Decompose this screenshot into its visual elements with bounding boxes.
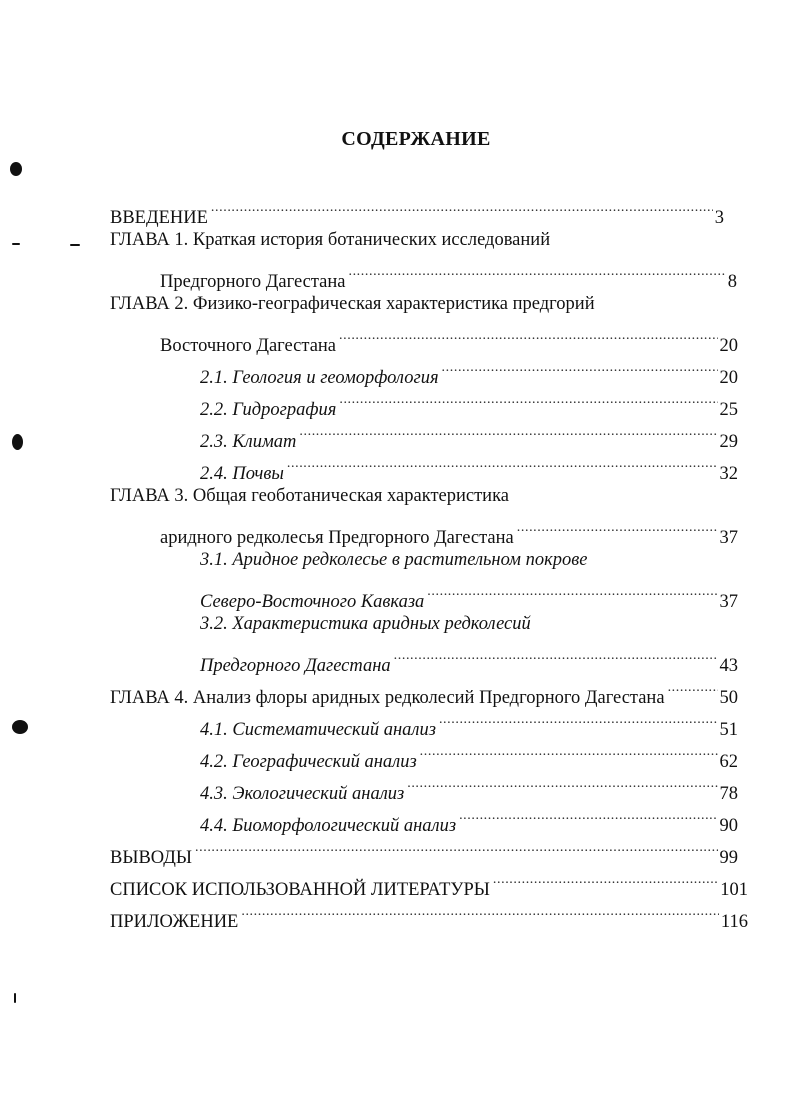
dot-leader — [493, 865, 718, 895]
entry-label: СПИСОК ИСПОЛЬЗОВАННОЙ ЛИТЕРАТУРЫ — [110, 880, 490, 900]
toc-entry-2-4[interactable] — [200, 449, 738, 484]
toc-entry-conclusions[interactable] — [110, 833, 738, 868]
dot-leader — [287, 449, 718, 479]
entry-label: Предгорного Дагестана — [160, 272, 346, 292]
entry-page: 116 — [720, 912, 748, 932]
toc-entry-introduction[interactable] — [110, 193, 724, 228]
entry-label: 4.1. Систематический анализ — [200, 720, 436, 740]
toc-entry-4-1[interactable] — [200, 705, 738, 740]
entry-label: Восточного Дагестана — [160, 336, 337, 356]
entry-page: 37 — [719, 528, 738, 548]
toc-entry-4-2[interactable] — [200, 737, 738, 772]
entry-page: 8 — [727, 272, 737, 292]
entry-label: ГЛАВА 2. Физико-географическая характеристика предгорий — [110, 294, 595, 314]
entry-page: 3 — [714, 208, 724, 228]
toc-entry-chapter-3[interactable] — [110, 481, 730, 511]
dot-leader — [442, 353, 718, 383]
dot-leader — [299, 417, 717, 447]
toc-entry-4-4[interactable] — [200, 801, 738, 836]
toc-entry-chapter-1[interactable] — [110, 225, 730, 255]
toc-entry-4-3[interactable] — [200, 769, 738, 804]
dot-leader — [459, 801, 717, 831]
entry-label: ГЛАВА 1. Краткая история ботанических исследований — [110, 230, 551, 250]
entry-page: 62 — [719, 752, 738, 772]
toc-entry-2-2[interactable] — [200, 385, 738, 420]
toc-title: СОДЕРЖАНИЕ — [341, 128, 491, 150]
scan-speck — [12, 720, 28, 734]
entry-page: 50 — [719, 688, 738, 708]
toc-entry-chapter-3-cont[interactable] — [160, 513, 738, 548]
entry-label: ВЫВОДЫ — [110, 848, 193, 868]
dot-leader — [517, 513, 718, 543]
entry-label: ГЛАВА 3. Общая геоботаническая характеристика — [110, 486, 510, 506]
entry-page: 43 — [719, 656, 738, 676]
dot-leader — [407, 769, 717, 799]
entry-page: 78 — [719, 784, 738, 804]
entry-label: 4.4. Биоморфологический анализ — [200, 816, 457, 836]
scan-speck — [10, 162, 22, 176]
entry-label: 4.3. Экологический анализ — [200, 784, 405, 804]
toc-entry-2-1[interactable] — [200, 353, 738, 388]
dot-leader — [668, 673, 718, 703]
toc-entry-2-3[interactable] — [200, 417, 738, 452]
entry-page: 51 — [719, 720, 738, 740]
entry-page: 20 — [719, 336, 738, 356]
toc-entry-chapter-4[interactable] — [110, 673, 738, 708]
toc-entry-references[interactable] — [110, 865, 748, 900]
entry-page: 32 — [719, 464, 738, 484]
toc-entry-chapter-2[interactable] — [110, 289, 730, 319]
dot-leader — [211, 193, 713, 223]
entry-label: 2.2. Гидрография — [200, 400, 337, 420]
dot-leader — [339, 385, 717, 415]
toc-entry-chapter-2-cont[interactable] — [160, 321, 738, 356]
toc-entry-3-2-cont[interactable] — [200, 641, 738, 676]
entry-page: 101 — [720, 880, 748, 900]
scan-speck — [12, 434, 23, 450]
entry-page: 25 — [719, 400, 738, 420]
dot-leader — [339, 321, 717, 351]
entry-label: ВВЕДЕНИЕ — [110, 208, 208, 228]
entry-page: 29 — [719, 432, 738, 452]
entry-page: 20 — [719, 368, 738, 388]
entry-label: Северо-Восточного Кавказа — [200, 592, 425, 612]
dot-leader — [427, 577, 717, 607]
dot-leader — [420, 737, 718, 767]
dot-leader — [394, 641, 718, 671]
toc-entry-3-1-cont[interactable] — [200, 577, 738, 612]
entry-label: 2.4. Почвы — [200, 464, 284, 484]
entry-label: 2.1. Геология и геоморфология — [200, 368, 439, 388]
scan-speck — [70, 244, 80, 246]
entry-label: 2.3. Климат — [200, 432, 297, 452]
toc-entry-chapter-1-cont[interactable] — [160, 257, 737, 292]
dot-leader — [195, 833, 717, 863]
entry-page: 90 — [719, 816, 738, 836]
dot-leader — [241, 897, 719, 927]
entry-label: аридного редколесья Предгорного Дагестана — [160, 528, 514, 548]
toc-entry-appendix[interactable] — [110, 897, 748, 932]
entry-label: Предгорного Дагестана — [200, 656, 391, 676]
entry-label: 4.2. Географический анализ — [200, 752, 417, 772]
toc-entry-3-2[interactable] — [200, 609, 738, 639]
entry-label: 3.2. Характеристика аридных редколесий — [200, 614, 531, 634]
entry-page: 37 — [719, 592, 738, 612]
entry-label: ГЛАВА 4. Анализ флоры аридных редколесий Предгорного Дагестана — [110, 688, 665, 708]
entry-label: ПРИЛОЖЕНИЕ — [110, 912, 239, 932]
scan-speck — [14, 993, 16, 1003]
scan-speck — [12, 243, 20, 245]
entry-label: 3.1. Аридное редколесье в растительном покрове — [200, 550, 588, 570]
dot-leader — [348, 257, 725, 287]
toc-entry-3-1[interactable] — [200, 545, 738, 575]
dot-leader — [439, 705, 718, 735]
entry-page: 99 — [719, 848, 738, 868]
